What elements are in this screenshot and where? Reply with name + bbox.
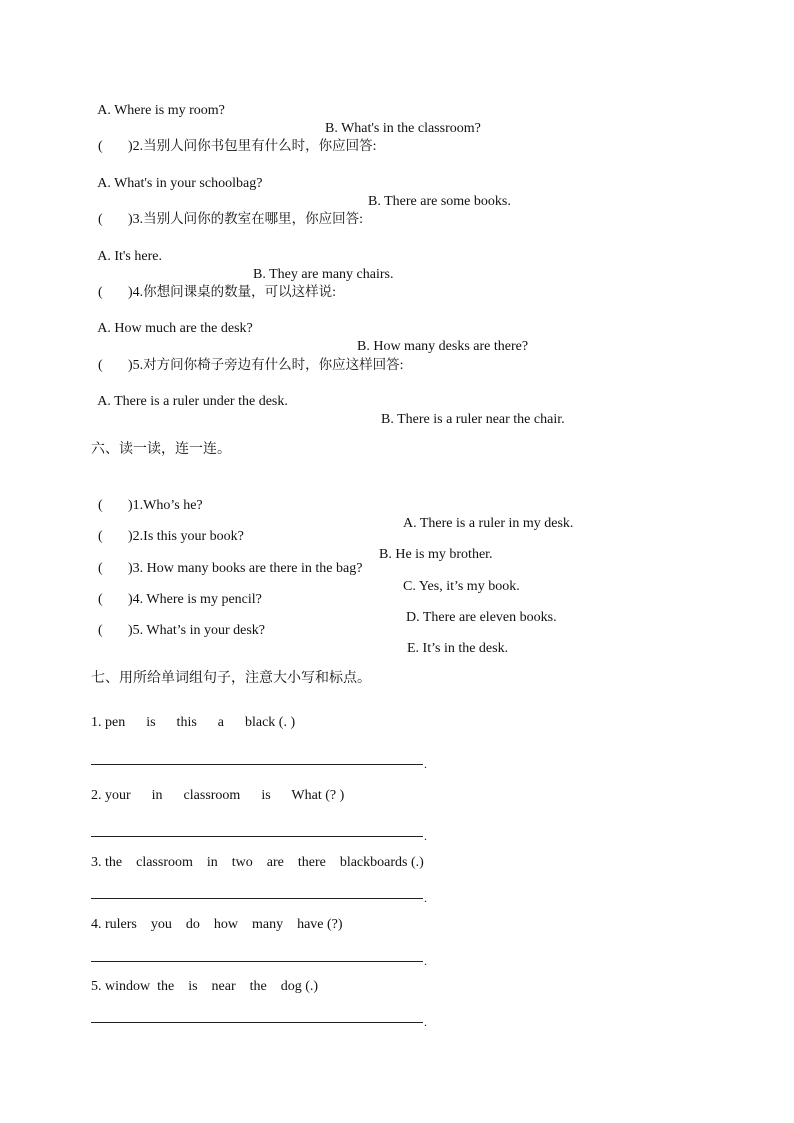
answer-paren: (: [98, 285, 103, 300]
q1-option-a: A. Where is my room?: [97, 103, 225, 118]
section-7-title: 七、用所给单词组句子，注意大小写和标点。: [91, 670, 371, 686]
scramble-item: 2. your in classroom is What (? ): [91, 788, 345, 803]
q5-prompt: 对方问你椅子旁边有什么时，你应这样回答: [143, 357, 400, 373]
q3-number: )3.: [128, 212, 144, 227]
scramble-item: 3. the classroom in two are there blackboards (.): [91, 855, 424, 870]
match-answer: A. There is a ruler in my desk.: [403, 516, 574, 531]
q2-option-a: A. What's in your schoolbag?: [97, 176, 263, 191]
match-question: )5. What’s in your desk?: [128, 623, 265, 638]
match-question: )1.Who’s he?: [128, 498, 203, 513]
answer-paren: (: [98, 592, 103, 607]
answer-paren: (: [98, 498, 103, 513]
match-answer: D. There are eleven books.: [406, 610, 557, 625]
match-answer: E. It’s in the desk.: [407, 641, 509, 656]
q4-question: [91, 265, 336, 302]
q3-option-a: A. It's here.: [97, 249, 162, 264]
answer-line[interactable]: [91, 829, 427, 843]
scramble-item: 4. rulers you do how many have (?): [91, 917, 343, 932]
colon: :: [399, 358, 404, 373]
answer-paren: (: [98, 529, 103, 544]
q2-prompt: 当别人问你书包里有什么时，你应回答: [143, 138, 373, 154]
q2-question: [91, 119, 377, 156]
line-end-dot: .: [424, 757, 427, 771]
scramble-item: 5. window the is near the dog (.): [91, 979, 319, 994]
line-end-dot: .: [424, 954, 427, 968]
answer-line[interactable]: [91, 757, 427, 771]
scramble-item: 1. pen is this a black (. ): [91, 715, 296, 730]
match-answer: C. Yes, it’s my book.: [403, 579, 520, 594]
section-6-title: 六、读一读，连一连。: [91, 441, 231, 457]
line-end-dot: .: [424, 1015, 427, 1029]
match-question: )4. Where is my pencil?: [128, 592, 262, 607]
answer-line[interactable]: [91, 954, 427, 968]
line-end-dot: .: [424, 829, 427, 843]
q4-number: )4.: [128, 285, 144, 300]
q2-number: )2.: [128, 139, 144, 154]
q3-option-b: B. They are many chairs.: [253, 267, 394, 282]
q5-number: )5.: [128, 358, 144, 373]
q5-option-b: B. There is a ruler near the chair.: [381, 412, 565, 427]
answer-paren: (: [98, 139, 103, 154]
colon: :: [359, 212, 364, 227]
q5-question: [91, 338, 404, 375]
answer-line[interactable]: [91, 891, 427, 905]
q3-prompt: 当别人问你的教室在哪里，你应回答: [143, 211, 360, 227]
q3-question: [91, 192, 363, 229]
match-question: )2.Is this your book?: [128, 529, 244, 544]
answer-paren: (: [98, 212, 103, 227]
answer-paren: (: [98, 358, 103, 373]
q5-option-a: A. There is a ruler under the desk.: [97, 394, 288, 409]
answer-paren: (: [98, 561, 103, 576]
q4-prompt: 你想问课桌的数量，可以这样说: [143, 284, 333, 300]
q1-option-b: B. What's in the classroom?: [325, 121, 481, 136]
q2-option-b: B. There are some books.: [368, 194, 511, 209]
colon: :: [332, 285, 337, 300]
match-answer: B. He is my brother.: [379, 547, 493, 562]
colon: :: [372, 139, 377, 154]
match-question: )3. How many books are there in the bag?: [128, 561, 363, 576]
answer-line[interactable]: [91, 1015, 427, 1029]
line-end-dot: .: [424, 891, 427, 905]
answer-paren: (: [98, 623, 103, 638]
q4-option-b: B. How many desks are there?: [357, 339, 529, 354]
q4-option-a: A. How much are the desk?: [97, 321, 253, 336]
q5-options: [91, 375, 565, 429]
